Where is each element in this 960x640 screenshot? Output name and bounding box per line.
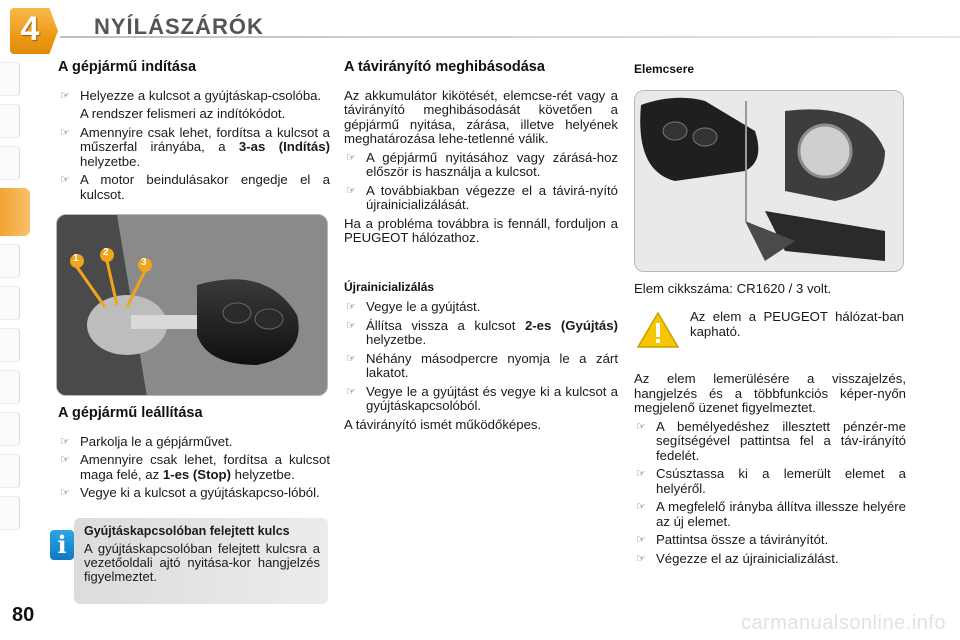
chapter-tab[interactable]	[0, 496, 20, 530]
key-position-label: 3	[141, 257, 147, 268]
list-item: ☞ Amennyire csak lehet, fordítsa a kulcsot a műszerfal irányába, a 3-as (Indítás) helyzetbe.	[58, 126, 330, 170]
reinit-title: Újrainicializálás	[344, 279, 435, 294]
start-note: A rendszer felismeri az indítókódot.	[80, 106, 286, 121]
chapter-tab[interactable]	[0, 412, 20, 446]
section-title-battery: Elemcsere	[634, 62, 695, 76]
remote-battery-illustration	[635, 91, 904, 272]
chapter-tab[interactable]	[0, 370, 20, 404]
warning-note-wrap	[690, 310, 904, 343]
chapter-tab[interactable]	[0, 328, 20, 362]
remote-steps	[344, 151, 618, 213]
chapter-tab[interactable]	[0, 62, 20, 96]
warning-triangle-icon	[636, 310, 680, 350]
chapter-tab[interactable]	[0, 244, 20, 278]
battery-ref-wrap	[634, 282, 906, 297]
remote-outro: Ha a probléma továbbra is fennáll, forduljon a PEUGEOT hálózathoz.	[344, 215, 618, 245]
chapter-number: 4	[20, 10, 40, 48]
stop-section	[58, 406, 330, 505]
ignition-key-illustration	[57, 215, 328, 396]
list-item: ☞ Vegye ki a kulcsot a gyújtáskapcso-lóból.	[58, 486, 330, 501]
list-item: ☞ Állítsa vissza a kulcsot 2-es (Gyújtás) helyzetbe.	[344, 319, 618, 348]
remote-intro: Az akkumulátor kikötését, elemcse-rét vagy a távirányító meghibásodását követően a gépjármű nyitása, zárása, illetve helyének meghatározása lehe-tetlenné válik.	[344, 87, 618, 146]
page-title: NYÍLÁSZÁRÓK	[94, 14, 264, 39]
list-item: ☞ Vegye le a gyújtást.	[344, 300, 618, 315]
chapter-tab[interactable]	[0, 104, 20, 138]
stop-steps	[58, 435, 330, 501]
list-item: ☞ Helyezze a kulcsot a gyújtáskap-csolóba.	[58, 89, 330, 104]
chapter-tab[interactable]	[0, 286, 20, 320]
list-item: ☞ Pattintsa össze a távirányítót.	[634, 533, 906, 548]
start-steps	[58, 89, 330, 104]
reinit-steps	[344, 300, 618, 414]
list-item: ☞ A motor beindulásakor engedje el a kulcsot.	[58, 173, 330, 202]
battery-reference: Elem cikkszáma: CR1620 / 3 volt.	[634, 281, 832, 296]
battery-steps-wrap	[634, 372, 906, 570]
key-position-label: 2	[103, 247, 109, 258]
remote-battery-photo	[634, 90, 904, 272]
chapter-tab-active[interactable]	[0, 188, 30, 236]
list-item: ☞ Parkolja le a gépjárművet.	[58, 435, 330, 450]
chapter-tab[interactable]	[0, 454, 20, 488]
list-item: ☞ Csúsztassa ki a lemerült elemet a helyéről.	[634, 467, 906, 496]
list-item: ☞ A gépjármű nyitásához vagy zárásá-hoz először is használja a kulcsot.	[344, 151, 618, 180]
list-item: ☞ Amennyire csak lehet, fordítsa a kulcsot maga felé, az 1-es (Stop) helyzetbe.	[58, 453, 330, 482]
list-item: ☞ Végezze el az újrainicializálást.	[634, 552, 906, 567]
page-number: 80	[12, 604, 35, 626]
watermark: carmanualsonline.info	[740, 612, 946, 634]
section-title-start: A gépjármű indítása	[58, 59, 197, 75]
list-item: ☞ A továbbiakban végezze el a távirá-nyító újrainicializálását.	[344, 184, 618, 213]
list-item: ☞ Vegye le a gyújtást és vegye ki a kulcsot a gyújtáskapcsolóból.	[344, 385, 618, 414]
battery-title-wrap	[634, 62, 906, 83]
chapter-tab[interactable]	[0, 146, 20, 180]
info-icon: i	[50, 530, 74, 560]
info-box-text: A gyújtáskapcsolóban felejtett kulcsra a vezetőoldali ajtó nyitása-kor hangjelzés figyelmeztet.	[84, 541, 320, 584]
warning-note: Az elem a PEUGEOT hálózat-ban kapható.	[690, 309, 904, 339]
low-battery-note: Az elem lemerülésére a visszajelzés, hangjelzés és a többfunkciós képer-nyőn megjelenő üzenet figyelmeztet.	[634, 371, 906, 415]
battery-steps	[634, 420, 906, 567]
list-item: ☞ Néhány másodpercre nyomja le a zárt lakatot.	[344, 352, 618, 381]
ignition-key-photo	[56, 214, 328, 396]
section-title-remote: A távirányító meghibásodása	[344, 59, 545, 75]
list-item: ☞ A bemélyedéshez illesztett pénzér-me segítségével pattintsa fel a táv-irányító fedelét.	[634, 420, 906, 464]
column-remote-failure	[344, 60, 618, 436]
info-box	[74, 518, 328, 604]
section-title-stop: A gépjármű leállítása	[58, 405, 203, 421]
key-position-label: 1	[73, 253, 79, 264]
chapter-tabs	[0, 62, 34, 538]
key-position-bold: 3-as (Indítás)	[238, 139, 330, 154]
column-start-stop	[58, 60, 330, 206]
reinit-outro: A távirányító ismét működőképes.	[344, 416, 542, 432]
info-box-title: Gyújtáskapcsolóban felejtett kulcs	[84, 524, 290, 538]
list-item: ☞ A megfelelő irányba állítva illessze helyére az új elemet.	[634, 500, 906, 529]
